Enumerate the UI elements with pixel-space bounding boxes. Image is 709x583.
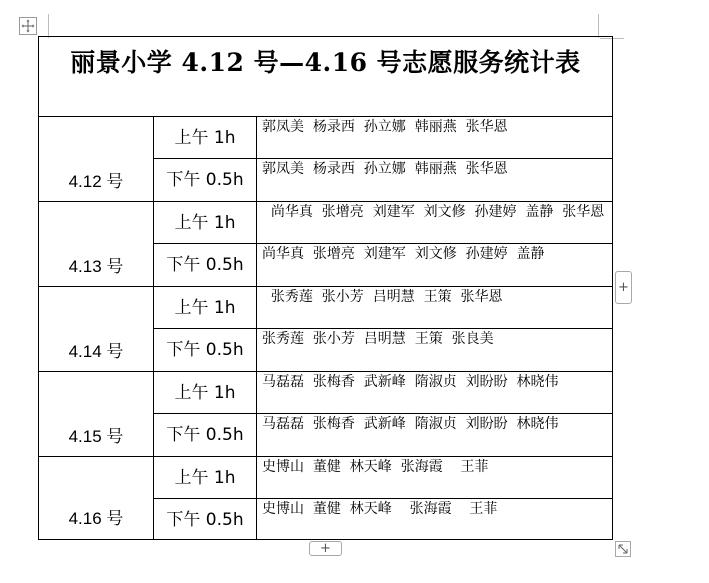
names-cell: 尚华真 张增亮 刘建军 刘文修 孙建婷 盖静 — [262, 246, 545, 262]
date-label: 4.16 号 — [68, 509, 124, 528]
table-resize-handle[interactable] — [615, 541, 631, 557]
names-cell: 张秀莲 张小芳 吕明慧 王策 张良美 — [262, 331, 494, 347]
date-label: 4.14 号 — [68, 342, 124, 361]
time-cell: 下午 0.5h — [154, 244, 257, 287]
volunteer-statistics-table — [38, 36, 613, 540]
table-row — [154, 287, 612, 329]
date-label: 4.13 号 — [68, 257, 124, 276]
names-cell: 马磊磊 张梅香 武新峰 隋淑贞 刘盼盼 林晓伟 — [262, 374, 559, 390]
time-cell: 上午 1h — [154, 117, 257, 158]
time-cell: 下午 0.5h — [154, 414, 257, 457]
table-row — [154, 202, 612, 244]
table-move-handle[interactable] — [19, 17, 37, 35]
time-cell: 上午 1h — [154, 287, 257, 328]
move-icon — [21, 19, 35, 33]
time-cell: 下午 0.5h — [154, 499, 257, 539]
names-cell: 郭凤美 杨录西 孙立娜 韩丽燕 张华恩 — [262, 119, 508, 135]
names-cell: 郭凤美 杨录西 孙立娜 韩丽燕 张华恩 — [262, 161, 508, 177]
date-label: 4.15 号 — [68, 427, 124, 446]
names-cell: 张秀莲 张小芳 吕明慧 王策 张华恩 — [262, 289, 503, 305]
date-group — [39, 202, 612, 287]
page-corner-mark — [598, 14, 599, 38]
date-cell — [39, 457, 154, 539]
names-cell: 马磊磊 张梅香 武新峰 隋淑贞 刘盼盼 林晓伟 — [262, 416, 559, 432]
page-corner-mark — [48, 14, 49, 38]
names-cell: 尚华真 张增亮 刘建军 刘文修 孙建婷 盖静 张华恩 — [262, 204, 605, 220]
table-row — [154, 159, 612, 202]
time-cell: 下午 0.5h — [154, 159, 257, 202]
table-row — [154, 414, 612, 457]
date-cell — [39, 287, 154, 372]
date-cell — [39, 372, 154, 457]
date-label: 4.12 号 — [68, 172, 124, 191]
table-row — [154, 244, 612, 287]
time-cell: 上午 1h — [154, 202, 257, 243]
resize-icon — [617, 543, 629, 555]
add-column-button[interactable]: + — [615, 271, 632, 304]
date-cell — [39, 202, 154, 287]
time-cell: 上午 1h — [154, 457, 257, 498]
add-row-button[interactable]: + — [309, 541, 342, 556]
names-cell: 史博山 董健 林天峰 张海霞 王菲 — [262, 501, 498, 517]
table-row — [154, 329, 612, 372]
table-title: 丽景小学 4.12 号—4.16 号志愿服务统计表 — [39, 37, 612, 117]
table-row — [154, 117, 612, 159]
date-cell — [39, 117, 154, 202]
date-group — [39, 457, 612, 539]
time-cell: 下午 0.5h — [154, 329, 257, 372]
date-group — [39, 287, 612, 372]
table-row — [154, 499, 612, 539]
table-row — [154, 372, 612, 414]
date-group — [39, 372, 612, 457]
names-cell: 史博山 董健 林天峰 张海霞 王菲 — [262, 459, 489, 475]
table-row — [154, 457, 612, 499]
date-group — [39, 117, 612, 202]
time-cell: 上午 1h — [154, 372, 257, 413]
